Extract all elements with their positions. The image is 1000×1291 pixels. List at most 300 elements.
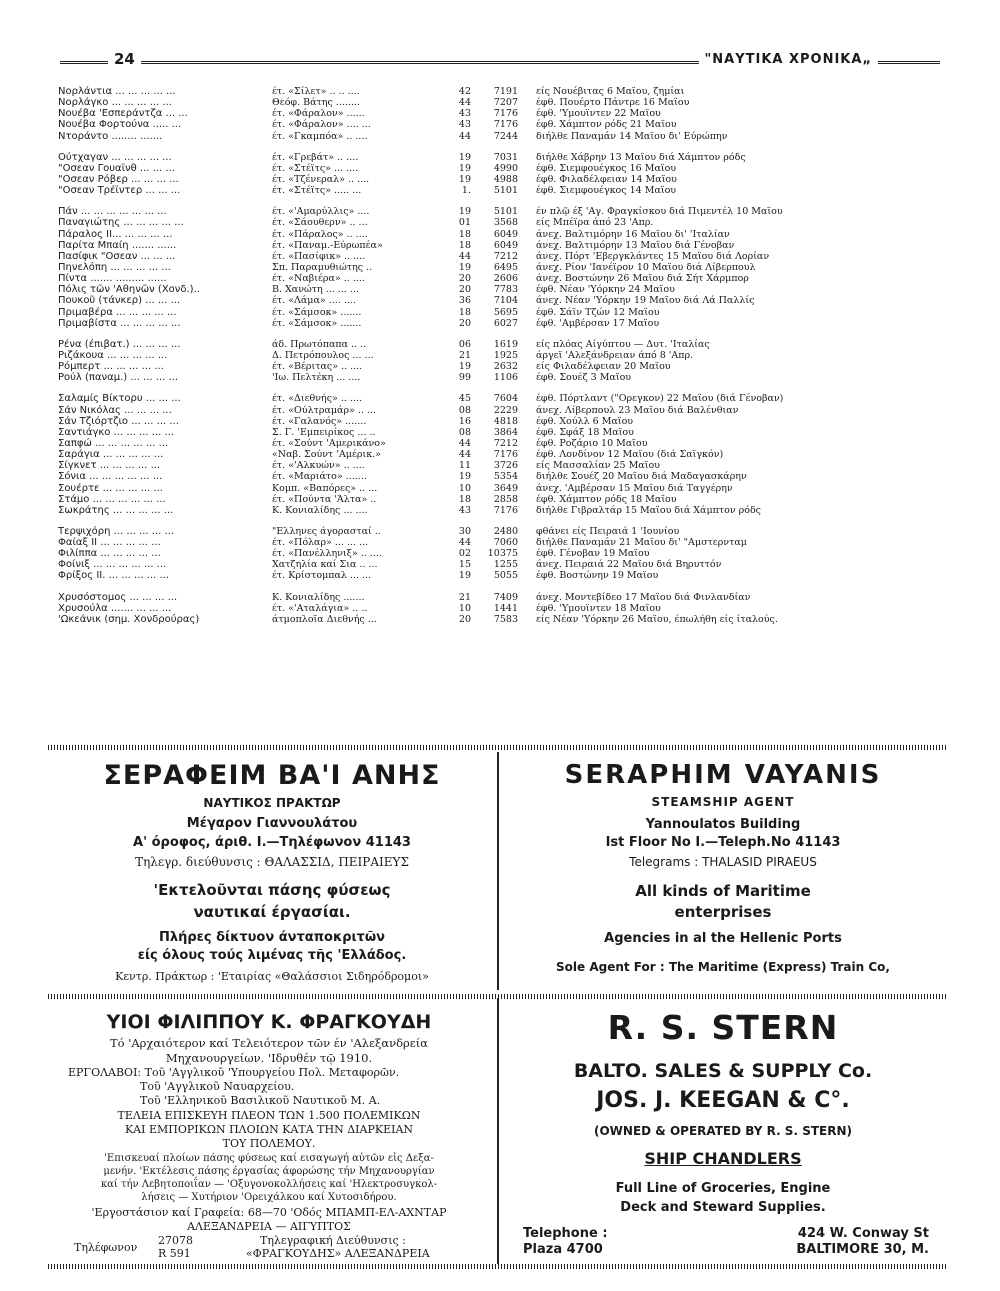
ship-status: διήλθε Σουέζ 20 Μαΐου διά Μαδαγασκάρην (536, 471, 747, 483)
ad-exec-1: 'Εκτελοῦνται πάσης φύσεως (153, 881, 391, 899)
ad-telephone-label: Telephone : (523, 1226, 608, 1241)
ad-role: ΝΑΥΤΙΚΟΣ ΠΡΑΚΤΩΡ (203, 796, 341, 810)
ship-flag-code: 99 (458, 372, 471, 384)
ship-row (58, 614, 858, 625)
ad-separator-top (48, 745, 948, 750)
ship-agent: 'Ιω. Πελτέκη ... .... (272, 372, 361, 384)
ship-name: Πίντα ....... ......... ...... (58, 273, 167, 285)
ship-name: Σουέρτε ... ... ... ... ... (58, 482, 163, 494)
ship-tonnage: 7207 (493, 97, 518, 109)
ship-tonnage: 2229 (493, 404, 518, 416)
ship-row (58, 97, 858, 108)
ship-flag-code: 02 (458, 548, 471, 560)
ad-telephone: Plaza 4700 (523, 1242, 603, 1257)
ad-separator-bottom (48, 1264, 948, 1269)
ad-tel-label: Τηλέφωνον (74, 1241, 138, 1254)
ship-tonnage: 4818 (493, 415, 518, 427)
ship-name: Ρόμπερτ ... ... ... ... ... (58, 361, 164, 373)
ship-flag-code: 30 (458, 525, 471, 537)
ship-name: Νουέβα Φορτούνα ..... ... (58, 119, 182, 131)
ship-status: άνεχ. Βαλτιμόρην 16 Μαΐου δι' 'Ιταλίαν (536, 228, 730, 240)
ad-stern (503, 1004, 943, 1264)
ship-status: έφθ. Σιεμφουέγκος 16 Μαΐου (536, 162, 677, 174)
ship-agent: έτ. «Πασίφικ» .. .... (272, 250, 366, 262)
ship-flag-code: 42 (458, 86, 471, 97)
ad-line: ΚΑΙ ΕΜΠΟΡΙΚΩΝ ΠΛΟΙΩΝ ΚΑΤΑ ΤΗΝ ΔΙΑΡΚΕΙΑΝ (124, 1123, 414, 1136)
ship-name: "Οσεαν Τρέϊντερ ... ... ... (58, 185, 181, 197)
ship-name: Σαπφώ ... ... ... ... ... ... (58, 437, 169, 449)
ship-tonnage: 1619 (493, 338, 518, 350)
ship-status: άνεχ. Πειραιά 22 Μαΐου διά Βηρυττόν (536, 559, 722, 571)
ship-flag-code: 1. (461, 185, 471, 197)
page-number: 24 (108, 50, 141, 68)
ad-telegram: Telegrams : THALASID PIRAEUS (629, 855, 817, 869)
ship-tonnage: 5354 (493, 471, 518, 483)
ship-name: Σωκράτης ... ... ... ... ... (58, 504, 174, 516)
ship-flag-code: 01 (458, 217, 471, 229)
journal-title: "ΝΑΥΤΙΚΑ ΧΡΟΝΙΚΑ„ (699, 52, 879, 67)
ship-name: Σαλαμίς Βίκτορυ ... ... ... (58, 393, 181, 405)
ship-tonnage: 7583 (493, 613, 518, 625)
ship-status: έφθ. Χάμπτον ρόδς 18 Μαΐου (536, 493, 677, 505)
ship-status: έφθ. Χούλλ 6 Μαΐου (536, 415, 634, 427)
ship-agent: έτ. «Σίλετ» .. .. .... (272, 86, 360, 97)
ship-row (58, 185, 858, 196)
ad-line: ΤΟΥ ΠΟΛΕΜΟΥ. (222, 1137, 316, 1150)
ship-flag-code: 19 (458, 361, 471, 373)
ship-row (58, 251, 858, 262)
ship-flag-code: 10 (458, 602, 471, 614)
ship-agent: έτ. «Γρεβάτ» .. .... (272, 151, 359, 163)
ship-row (58, 603, 858, 614)
ship-name: Παναγιώτης ... ... ... ... ... (58, 217, 184, 229)
ship-flag-code: 19 (458, 471, 471, 483)
ship-agent: έτ. «Γκαμπόα» .. .... (272, 130, 368, 142)
ad-agencies: Agencies in al the Hellenic Ports (604, 931, 842, 946)
ship-tonnage: 7604 (493, 393, 518, 405)
ship-tonnage: 1925 (493, 349, 518, 361)
ship-status: άργεϊ 'Αλεξάνδρειαν άπό 8 'Απρ. (536, 349, 694, 361)
ship-flag-code: 44 (458, 449, 471, 461)
ship-agent: έτ. «Μαριάτο» ....... (272, 471, 367, 483)
ship-flag-code: 44 (458, 250, 471, 262)
ship-row (58, 570, 858, 581)
ship-agent: έτ. «Πάραλος» .. .... (272, 228, 368, 240)
ad-fragkoudis (58, 1008, 480, 1258)
ship-tonnage: 7176 (493, 449, 518, 461)
ship-flag-code: 20 (458, 317, 471, 329)
ship-flag-code: 20 (458, 284, 471, 296)
ship-group (58, 592, 858, 625)
ship-status: έφθ. Σιεμφουέγκος 14 Μαΐου (536, 185, 677, 197)
ship-flag-code: 43 (458, 504, 471, 516)
ship-agent: άδ. Πρωτόπαπα .. .. (272, 338, 367, 350)
ship-row (58, 471, 858, 482)
ship-status: διήλθε Παναμάν 21 Μαΐου δι' "Αμστερνταμ (536, 537, 747, 549)
ship-row (58, 217, 858, 228)
ship-name: Φρίξος ΙΙ. ... ... ... ... ... (58, 570, 169, 582)
ship-tonnage: 7176 (493, 504, 518, 516)
ship-agent: έτ. «Βέριτας» .. .... (272, 361, 363, 373)
ship-row (58, 427, 858, 438)
ship-name: Τερψιχόρη ... ... ... ... ... (58, 525, 174, 537)
ship-name: Φιλίππα ... ... ... ... ... (58, 548, 161, 560)
ship-tonnage: 7212 (493, 250, 518, 262)
ad-line: 'Εργοστάσιον καί Γραφεία: 68—70 'Οδός ΜΠΑΜΠ-ΕΛ-ΑΧΝΤΑΡ (91, 1206, 447, 1219)
ship-flag-code: 45 (458, 393, 471, 405)
ship-agent: Χατζηλία καί Σια .. ... (272, 559, 378, 571)
ship-status: έφθ. Πόρτλαντ ("Ορεγκον) 22 Μαΐου (διά Γένοβαν) (536, 393, 784, 405)
ship-agent: έτ. «Πανέλληνιξ» .. .... (272, 548, 382, 560)
ship-status: άνεχ. Νέαν 'Υόρκην 19 Μαΐου διά Λά Παλλίς (536, 295, 755, 307)
ship-row (58, 229, 858, 240)
ship-row (58, 416, 858, 427)
ship-agent: έτ. «Πούντα 'Άλτα» .. (272, 493, 377, 505)
ship-flag-code: 15 (458, 559, 471, 571)
ship-row (58, 131, 858, 142)
ship-flag-code: 43 (458, 108, 471, 120)
ship-name: Ρένα (έπιβατ.) ... ... ... ... (58, 338, 181, 350)
ship-name: Πριμαβέρα ... ... ... ... ... (58, 306, 177, 318)
ship-name: Ρούλ (παναμ.) ... ... ... ... (58, 372, 179, 384)
ship-name: Πασίφικ "Οσεαν ... ... ... (58, 250, 176, 262)
ship-row (58, 483, 858, 494)
ad-line: ΕΡΓΟΛΑΒΟΙ: Τοῦ 'Αγγλικοῦ 'Υπουργείου Πολ. Μεταφορῶν. (68, 1066, 400, 1079)
ship-agent: άτμοπλοΐα Διεθνής ... (272, 613, 377, 625)
ship-tonnage: 5055 (493, 570, 518, 582)
ship-agent: έτ. «Τζένεραλ» .. .... (272, 173, 370, 185)
ship-status: είς Φιλαδέλφειαν 20 Μαΐου (536, 361, 671, 373)
ad-name: SERAPHIM VAYANIS (564, 760, 882, 790)
ship-status: είς Νέαν 'Υόρκην 26 Μαΐου, έπωλήθη είς ίταλούς. (536, 613, 778, 625)
ship-agent: "Ελληνες άγορασταί .. (272, 525, 381, 537)
ship-name: Πηνελόπη ... ... ... ... ... (58, 261, 171, 273)
ship-status: έφθ. Βοστώνην 19 Μαΐου (536, 570, 659, 582)
ship-name: "Οσεαν Ρόβερ ... ... ... ... (58, 173, 179, 185)
ship-row (58, 174, 858, 185)
ship-status: είς πλόας Αίγύπτου — Δυτ. 'Ιταλίας (536, 338, 710, 350)
ship-tonnage: 5695 (493, 306, 518, 318)
ship-flag-code: 08 (458, 404, 471, 416)
ship-agent: έτ. «Σούντ 'Αμερικάνο» (272, 437, 386, 449)
ship-flag-code: 21 (458, 349, 471, 361)
ship-tonnage: 2606 (493, 273, 518, 285)
ad-kinds-2: enterprises (674, 903, 772, 921)
ship-row (58, 537, 858, 548)
ship-row (58, 152, 858, 163)
ship-tonnage: 3649 (493, 482, 518, 494)
ship-name: Χρυσόστομος ... ... ... ... (58, 591, 178, 603)
ship-status: άνεχ. Πόρτ 'Εβεργκλάντες 15 Μαΐου διά Λορίαν (536, 250, 770, 262)
ship-name: Πόλις τῶν 'Αθηνῶν (Χονδ.).. (58, 284, 200, 296)
ship-agent: Θεόφ. Βάτης ........ (272, 97, 360, 109)
ship-row (58, 273, 858, 284)
ship-row (58, 505, 858, 516)
ship-status: άνεχ. Ρίον 'Ιανέϊρον 10 Μαΐου διά Λίβερπουλ (536, 261, 756, 273)
ship-status: φθάνει είς Πειραιά 1 'Ιουνίου (536, 525, 680, 537)
ad-line: Deck and Steward Supplies. (620, 1200, 826, 1215)
ad-line: (OWNED & OPERATED BY R. S. STERN) (594, 1124, 852, 1138)
ship-tonnage: 7060 (493, 537, 518, 549)
ship-agent: έτ. «Παναμ.-Εύρωπέα» (272, 239, 383, 251)
ship-agent: έτ. «'Αλκυών» .. .... (272, 460, 365, 472)
ship-flag-code: 06 (458, 338, 471, 350)
ship-tonnage: 3568 (493, 217, 518, 229)
ship-status: έφθ. 'Αμβέρσαν 17 Μαΐου (536, 317, 660, 329)
ship-status: έφθ. Σάϊν Τζών 12 Μαΐου (536, 306, 660, 318)
ship-status: διήλθε Παναμάν 14 Μαΐου δι' Εύρώπην (536, 130, 728, 142)
ship-status: έφθ. Γένοβαν 19 Μαΐου (536, 548, 650, 560)
ad-line: JOS. J. KEEGAN & C°. (596, 1088, 850, 1113)
ship-tonnage: 7212 (493, 437, 518, 449)
ship-name: "Οσεαν Γουαϊνθ ... ... ... (58, 162, 175, 174)
ad-line: SHIP CHANDLERS (644, 1149, 802, 1168)
ad-divider (497, 752, 499, 990)
ad-seraphim-english (503, 754, 943, 988)
ship-agent: Β. Χανώτη ... ... ... (272, 284, 359, 296)
ship-row (58, 494, 858, 505)
ship-status: έφθ. Πουέρτο Πάντρε 16 Μαΐου (536, 97, 690, 109)
ship-agent: έτ. «Στέϊτς» ... .... (272, 162, 359, 174)
ship-flag-code: 18 (458, 306, 471, 318)
ship-name: 'Ωκεάνικ (σημ. Χονδρούρας) (58, 613, 200, 625)
ship-status: άνεχ. Βαλτιμόρην 13 Μαΐου διά Γένοβαν (536, 239, 735, 251)
ship-tonnage: 6049 (493, 228, 518, 240)
ship-flag-code: 44 (458, 97, 471, 109)
ship-row (58, 284, 858, 295)
ad-building: Μέγαρον Γιαννουλάτου (186, 816, 358, 831)
ship-row (58, 460, 858, 471)
ad-line: Full Line of Groceries, Engine (615, 1181, 831, 1196)
ship-name: Σόνια ... ... ... ... ... ... (58, 471, 163, 483)
ad-tel-2: R 591 (158, 1247, 191, 1260)
ship-tonnage: 6027 (493, 317, 518, 329)
ship-row (58, 361, 858, 372)
ad-telegram: Τηλεγρ. διεύθυνσις : ΘΑΛΑΣΣΙΔ, ΠΕΙΡΑΙΕΥΣ (135, 855, 409, 869)
ship-agent: έτ. «Διεθνής» .. .... (272, 393, 363, 405)
ship-row (58, 307, 858, 318)
ship-name: Πάραλος ΙΙ... ... ... ... ... (58, 228, 173, 240)
ad-line: μενήν. 'Εκτέλεσις πάσης έργασίας άφορώσης τήν Μηχανουργίαν (103, 1166, 435, 1177)
ship-status: είς Νουέβιτας 6 Μαΐου, ζημίαι (536, 86, 685, 97)
ship-agent: έτ. «Ούλτραμάρ» .. ... (272, 404, 376, 416)
ship-tonnage: 3726 (493, 460, 518, 472)
ad-floor: Ist Floor No I.—Teleph.No 41143 (605, 835, 841, 850)
ad-address-2: BALTIMORE 30, M. (796, 1242, 929, 1257)
ship-name: Νουέβα 'Εσπεράντζα ... ... (58, 108, 188, 120)
ad-line: Τό 'Αρχαιότερον καί Τελειότερον τῶν έν 'Αλεξανδρεία (109, 1036, 429, 1050)
ship-name: Νορλάντια ... ... ... ... ... (58, 86, 176, 97)
ship-status: άνεχ. Μοντεβίδεο 17 Μαΐου διά Φινλανδίαν (536, 591, 751, 603)
ship-status: έφθ. Φιλαδέλφειαν 14 Μαΐου (536, 173, 677, 185)
ship-status: είς Μπέϊρα άπό 23 'Απρ. (536, 217, 654, 229)
ad-network-1: Πλήρες δίκτυον άνταποκριτῶν (158, 930, 386, 945)
ship-tonnage: 4988 (493, 173, 518, 185)
ship-agent: έτ. «'Αμαρύλλις» .... (272, 206, 370, 218)
ad-name: ΣΕΡΑΦΕΙΜ ΒΑ'Ι ΑΝΗΣ (103, 760, 441, 791)
ship-name: Ούτχαγαν ... ... ... ... ... (58, 151, 172, 163)
ship-row (58, 559, 858, 570)
ship-status: έφθ. Σφάξ 18 Μαΐου (536, 426, 634, 438)
ship-flag-code: 10 (458, 482, 471, 494)
ship-agent: έτ. «Φάραλον» .... ... (272, 119, 371, 131)
ship-flag-code: 44 (458, 437, 471, 449)
ship-flag-code: 19 (458, 570, 471, 582)
ship-flag-code: 20 (458, 613, 471, 625)
ad-address-1: 424 W. Conway St (797, 1226, 929, 1241)
ship-status: έν πλῷ έξ 'Αγ. Φραγκίσκου διά Πιμεντέλ 10 Μαΐου (536, 206, 783, 218)
ad-seraphim-greek (52, 754, 492, 988)
ship-group (58, 526, 858, 582)
ship-agent: Δ. Πετρόπουλος ... ... (272, 349, 374, 361)
ad-network-2: είς όλους τούς λιμένας τῆς 'Ελλάδος. (137, 948, 407, 963)
ship-tonnage: 2632 (493, 361, 518, 373)
ship-status: έφθ. Λονδίνον 12 Μαΐου (διά Σαϊγκόν) (536, 449, 724, 461)
ship-agent: έτ. Κρίστομπαλ ... ... (272, 570, 372, 582)
ship-status: έφθ. Σουέζ 3 Μαΐου (536, 372, 632, 384)
ship-row (58, 108, 858, 119)
ship-flag-code: 18 (458, 493, 471, 505)
ship-tonnage: 7176 (493, 119, 518, 131)
ship-row (58, 592, 858, 603)
ship-row (58, 206, 858, 217)
ship-name: Φαίαξ ΙΙ ... ... ... ... ... (58, 537, 161, 549)
ship-flag-code: 44 (458, 130, 471, 142)
ship-name: Φοίνιξ ... ... ... ... ... ... (58, 559, 167, 571)
ad-telegraph-1: Τηλεγραφική Διεύθυνσις : (260, 1234, 406, 1247)
ship-name: Σάν Νικόλας ... ... ... ... (58, 404, 172, 416)
ship-flag-code: 19 (458, 151, 471, 163)
ship-agent: έτ. «Σάουθερν» .. ... (272, 217, 368, 229)
ship-tonnage: 1106 (493, 372, 518, 384)
ad-line: Τοῦ 'Αγγλικοῦ Ναυαρχείου. (140, 1080, 295, 1093)
ship-agent: «Ναβ. Σούντ 'Αμέρικ.» (272, 449, 381, 461)
ad-line: Μηχανουργείων. 'Ιδρυθέν τῷ 1910. (165, 1051, 373, 1065)
ad-line: Τοῦ 'Ελληνικοῦ Βασιλικοῦ Ναυτικοῦ Μ. Α. (140, 1094, 381, 1107)
ad-tel-1: 27078 (158, 1234, 193, 1247)
ship-agent: έτ. «Στέϊτς» ..... ... (272, 185, 362, 197)
ship-tonnage: 7031 (493, 151, 518, 163)
ad-kinds-1: All kinds of Maritime (635, 882, 811, 900)
ship-tonnage: 6049 (493, 239, 518, 251)
ship-name: Νορλάγκο ... ... ... ... ... (58, 97, 172, 109)
ship-tonnage: 7104 (493, 295, 518, 307)
ship-name: Παρίτα Μπαίη ....... ...... (58, 239, 177, 251)
ad-floor: Α' όροφος, άριθ. Ι.—Τηλέφωνον 41143 (133, 835, 411, 850)
ship-name: Πριμαβίστα ... ... ... ... ... (58, 317, 181, 329)
ad-line: 'Επισκευαί πλοίων πάσης φύσεως καί εισαγωγή αὐτῶν εἰς Δεξα- (104, 1153, 434, 1164)
ship-flag-code: 11 (458, 460, 471, 472)
ship-name: Ριζάκουα ... ... ... ... ... (58, 349, 168, 361)
ship-status: είς Μασσαλίαν 25 Μαΐου (536, 460, 660, 472)
ship-name: Πουκοῦ (τάνκερ) ... ... ... (58, 295, 181, 307)
ship-group (58, 86, 858, 142)
ship-tonnage: 5101 (493, 185, 518, 197)
ad-line: λήσεις — Χυτήριον 'Ορειχάλκου καί Χυτοσιδήρου. (141, 1192, 397, 1203)
ship-movements-list (58, 86, 858, 635)
ship-flag-code: 18 (458, 239, 471, 251)
ship-flag-code: 16 (458, 415, 471, 427)
ship-row (58, 240, 858, 251)
ship-status: άνεχ. Βοστώνην 26 Μαΐου διά Σήτ Χάρμπορ (536, 273, 749, 285)
ship-row (58, 548, 858, 559)
ship-tonnage: 7176 (493, 108, 518, 120)
ad-building: Yannoulatos Building (645, 817, 801, 832)
ship-row (58, 393, 858, 404)
ad-agent: Κεντρ. Πράκτωρ : 'Εταιρίας «Θαλάσσιοι Σιδηρόδρομοι» (115, 970, 429, 983)
ad-line: ΑΛΕΞΑΝΔΡΕΙΑ — ΑΙΓΥΠΤΟΣ (187, 1220, 351, 1233)
ship-agent: έτ. «Φάραλον» ...... (272, 108, 365, 120)
ship-name: Σαράγια ... ... ... ... ... (58, 449, 164, 461)
ship-row (58, 163, 858, 174)
ship-flag-code: 19 (458, 206, 471, 218)
ship-row (58, 86, 858, 97)
ship-row (58, 339, 858, 350)
ship-agent: έτ. «'Αταλάγια» .. .. (272, 602, 368, 614)
ship-row (58, 372, 858, 383)
ship-status: διήλθε Χάβρην 13 Μαΐου διά Χάμπτον ρόδς (536, 151, 746, 163)
ship-row (58, 295, 858, 306)
ship-flag-code: 19 (458, 162, 471, 174)
ship-agent: έτ. «Πόλαρ» ... ... ... (272, 537, 369, 549)
ship-name: Χρυσούλα ....... ... ... ... (58, 602, 172, 614)
ad-line: ΤΕΛΕΙΑ ΕΠΙΣΚΕΥΗ ΠΛΕΟΝ ΤΩΝ 1.500 ΠΟΛΕΜΙΚΩΝ (117, 1109, 421, 1122)
ad-role: STEAMSHIP AGENT (651, 795, 795, 809)
ad-sole-agent: Sole Agent For : The Maritime (Express) Train Co, (556, 960, 890, 974)
ship-tonnage: 3864 (493, 426, 518, 438)
ship-row (58, 405, 858, 416)
ad-divider (497, 998, 499, 1268)
ship-status: άνεχ. Λίβερπουλ 23 Μαΐου διά Βαλένθιαν (536, 404, 739, 416)
ship-status: έφθ. Χάμπτον ρόδς 21 Μαΐου (536, 119, 677, 131)
ship-agent: Κ. Κονιαλίδης ... .... (272, 504, 368, 516)
ship-tonnage: 1255 (493, 559, 518, 571)
ship-tonnage: 2858 (493, 493, 518, 505)
ship-agent: έτ. «Σάμσοκ» ....... (272, 317, 362, 329)
ship-agent: έτ. «Ναβιέρα» .. .... (272, 273, 365, 285)
ship-tonnage: 1441 (493, 602, 518, 614)
ship-name: Σαντιάγκο ... ... ... ... ... (58, 426, 174, 438)
ship-name: Σάν Τζιόρτζιο ... ... ... ... (58, 415, 179, 427)
ship-tonnage: 4990 (493, 162, 518, 174)
ship-row (58, 350, 858, 361)
ad-title: ΥΙΟΙ ΦΙΛΙΠΠΟΥ Κ. ΦΡΑΓΚΟΥΔΗ (106, 1011, 432, 1033)
ship-group (58, 339, 858, 384)
ship-status: διήλθε Γιβραλτάρ 15 Μαΐου διά Χάμπτον ρόδς (536, 504, 762, 516)
ad-telegraph-2: «ΦΡΑΓΚΟΥΔΗΣ» ΑΛΕΞΑΝΔΡΕΙΑ (246, 1247, 430, 1260)
ad-name: R. S. STERN (607, 1008, 839, 1047)
ship-row (58, 262, 858, 273)
ship-flag-code: 44 (458, 537, 471, 549)
ship-row (58, 526, 858, 537)
ship-agent: έτ. «Σάμσοκ» ....... (272, 306, 362, 318)
ship-tonnage: 2480 (493, 525, 518, 537)
ship-flag-code: 20 (458, 273, 471, 285)
ship-agent: Κομπ. «Βαπόρες» .. ... (272, 482, 378, 494)
ship-group (58, 152, 858, 197)
ship-tonnage: 6495 (493, 261, 518, 273)
ship-status: άνεχ. 'Αμβέρσαν 15 Μαΐου διά Ταγγέρην (536, 482, 733, 494)
ship-row (58, 449, 858, 460)
ship-name: Ντοράντο ........ ....... (58, 130, 163, 142)
ship-status: έφθ. 'Υμουϊντεν 22 Μαΐου (536, 108, 661, 120)
ship-agent: έτ. «Λάμα» .... .... (272, 295, 356, 307)
ship-tonnage: 7244 (493, 130, 518, 142)
ship-flag-code: 43 (458, 119, 471, 131)
ship-tonnage: 7783 (493, 284, 518, 296)
ship-flag-code: 08 (458, 426, 471, 438)
ship-tonnage: 5101 (493, 206, 518, 218)
